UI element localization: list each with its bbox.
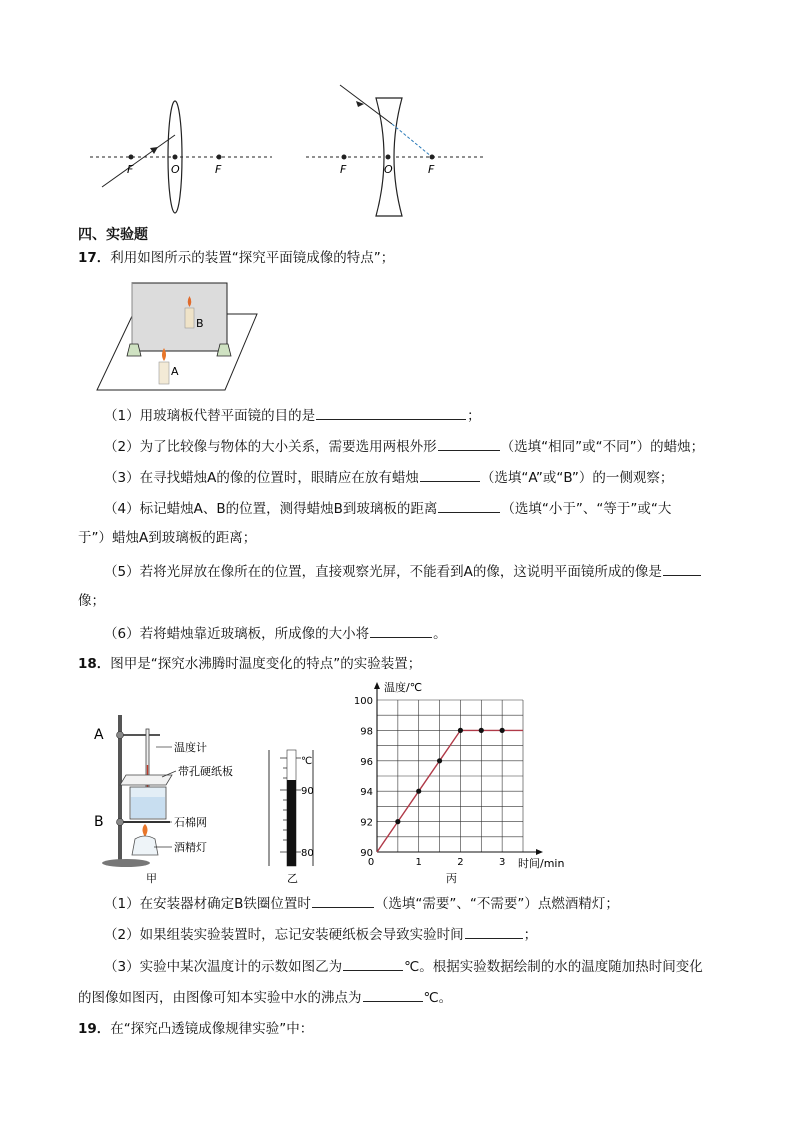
- data-point: [458, 728, 463, 733]
- answer-blank[interactable]: [363, 987, 423, 1002]
- question-text: 图甲是“探究水沸腾时温度变化的特点”的实验装置；: [110, 656, 422, 672]
- q18-part1: （1）在安装器材确定B铁圈位置时 （选填“需要”、“不需要”）点燃酒精灯；: [104, 893, 619, 913]
- q19-stem: [78, 1020, 313, 1038]
- temperature-time-chart: [340, 676, 565, 886]
- tick-80: 80: [301, 848, 314, 859]
- question-number: 18．: [78, 656, 111, 672]
- callout-lamp: 酒精灯: [174, 841, 207, 854]
- y-axis-arrow: [374, 682, 380, 689]
- y-axis-label: 温度/℃: [384, 681, 423, 694]
- caption-jia: 甲: [146, 872, 157, 885]
- data-point: [416, 789, 421, 794]
- answer-blank[interactable]: [370, 623, 432, 638]
- answer-blank[interactable]: [420, 467, 480, 482]
- caption-yi: 乙: [287, 872, 298, 885]
- q17-part1: （1）用玻璃板代替平面镜的目的是 ；: [104, 405, 481, 425]
- q17-part5-cont: 像；: [78, 593, 105, 609]
- focus-label-left: F: [340, 163, 347, 176]
- callout-cardboard: 带孔硬纸板: [178, 765, 233, 778]
- center-label: O: [384, 163, 393, 176]
- q17-part6: （6）若将蜡烛靠近玻璃板，所成像的大小将 。: [104, 623, 447, 643]
- focus-label-right: F: [215, 163, 222, 176]
- y-tick-label: 98: [360, 726, 373, 738]
- candle-b-label: B: [196, 317, 204, 330]
- answer-blank[interactable]: [465, 924, 523, 939]
- q18-part2: （2）如果组装实验装置时，忘记安装硬纸板会导致实验时间 ；: [104, 924, 537, 944]
- caption-bing: 丙: [446, 872, 457, 885]
- question-text: 在“探究凸透镜成像规律实验”中：: [110, 1021, 314, 1037]
- y-tick-label: 100: [353, 696, 373, 707]
- y-tick-label: 90: [360, 848, 373, 859]
- section-title: 四、实验题: [78, 227, 148, 243]
- candle-a-label: A: [171, 365, 179, 378]
- q17-part2: （2）为了比较像与物体的大小关系，需要选用两根外形 （选填“相同”或“不同”）的蜡烛；: [104, 436, 704, 456]
- answer-blank[interactable]: [663, 561, 701, 576]
- x-axis-label: 时间/min: [518, 857, 565, 870]
- x-tick-label: 2: [457, 857, 464, 868]
- q17-part4: （4）标记蜡烛A、B的位置，测得蜡烛B到玻璃板的距离 （选填“小于”、“等于”或“大: [104, 498, 671, 518]
- answer-blank[interactable]: [438, 498, 500, 513]
- y-tick-label: 94: [360, 787, 373, 799]
- question-number: 19．: [78, 1021, 111, 1037]
- answer-blank[interactable]: [438, 436, 500, 451]
- data-point: [479, 728, 484, 733]
- callout-gauze: 石棉网: [174, 816, 207, 829]
- x-tick-label: 0: [367, 857, 375, 868]
- data-point: [395, 819, 400, 824]
- answer-blank[interactable]: [343, 956, 403, 971]
- unit-label: ℃: [301, 756, 313, 767]
- q18-part3: （3）实验中某次温度计的示数如图乙为 ℃。根据实验数据绘制的水的温度随加热时间变化: [104, 956, 703, 976]
- tick-90: 90: [301, 786, 314, 797]
- q17-stem: [78, 249, 394, 267]
- x-tick-label: 1: [415, 857, 422, 868]
- answer-blank[interactable]: [316, 405, 466, 420]
- x-tick-label: 3: [498, 857, 506, 868]
- data-point: [437, 758, 442, 763]
- center-label: O: [171, 163, 180, 176]
- q17-part3: （3）在寻找蜡烛A的像的位置时，眼睛应在放有蜡烛 （选填“A”或“B”）的一侧观察；: [104, 467, 673, 487]
- thermometer-scale-figure: [265, 748, 327, 888]
- plane-mirror-figure: [95, 280, 260, 395]
- y-tick-label: 92: [360, 817, 373, 829]
- focus-label-left: F: [127, 163, 134, 176]
- q18-part3-cont: 的图像如图丙，由图像可知本实验中水的沸点为 ℃。: [78, 987, 452, 1007]
- q18-stem: [78, 655, 421, 673]
- x-axis-arrow: [536, 849, 543, 855]
- convex-lens-figure: [90, 95, 280, 220]
- data-point: [500, 728, 505, 733]
- concave-lens-figure: [300, 80, 490, 220]
- label-a: A: [94, 727, 104, 743]
- q17-part5: （5）若将光屏放在像所在的位置，直接观察光屏，不能看到A的像，这说明平面镜所成的像是: [104, 561, 702, 581]
- callout-thermometer: 温度计: [174, 741, 207, 754]
- focus-label-right: F: [428, 163, 435, 176]
- question-number: 17．: [78, 250, 111, 266]
- q17-part4-cont: 于”）蜡烛A到玻璃板的距离；: [78, 530, 257, 546]
- y-tick-label: 96: [360, 756, 373, 768]
- answer-blank[interactable]: [312, 893, 374, 908]
- boiling-apparatus-figure: [90, 705, 260, 890]
- question-text: 利用如图所示的装置“探究平面镜成像的特点”；: [110, 250, 395, 266]
- label-b: B: [94, 814, 104, 830]
